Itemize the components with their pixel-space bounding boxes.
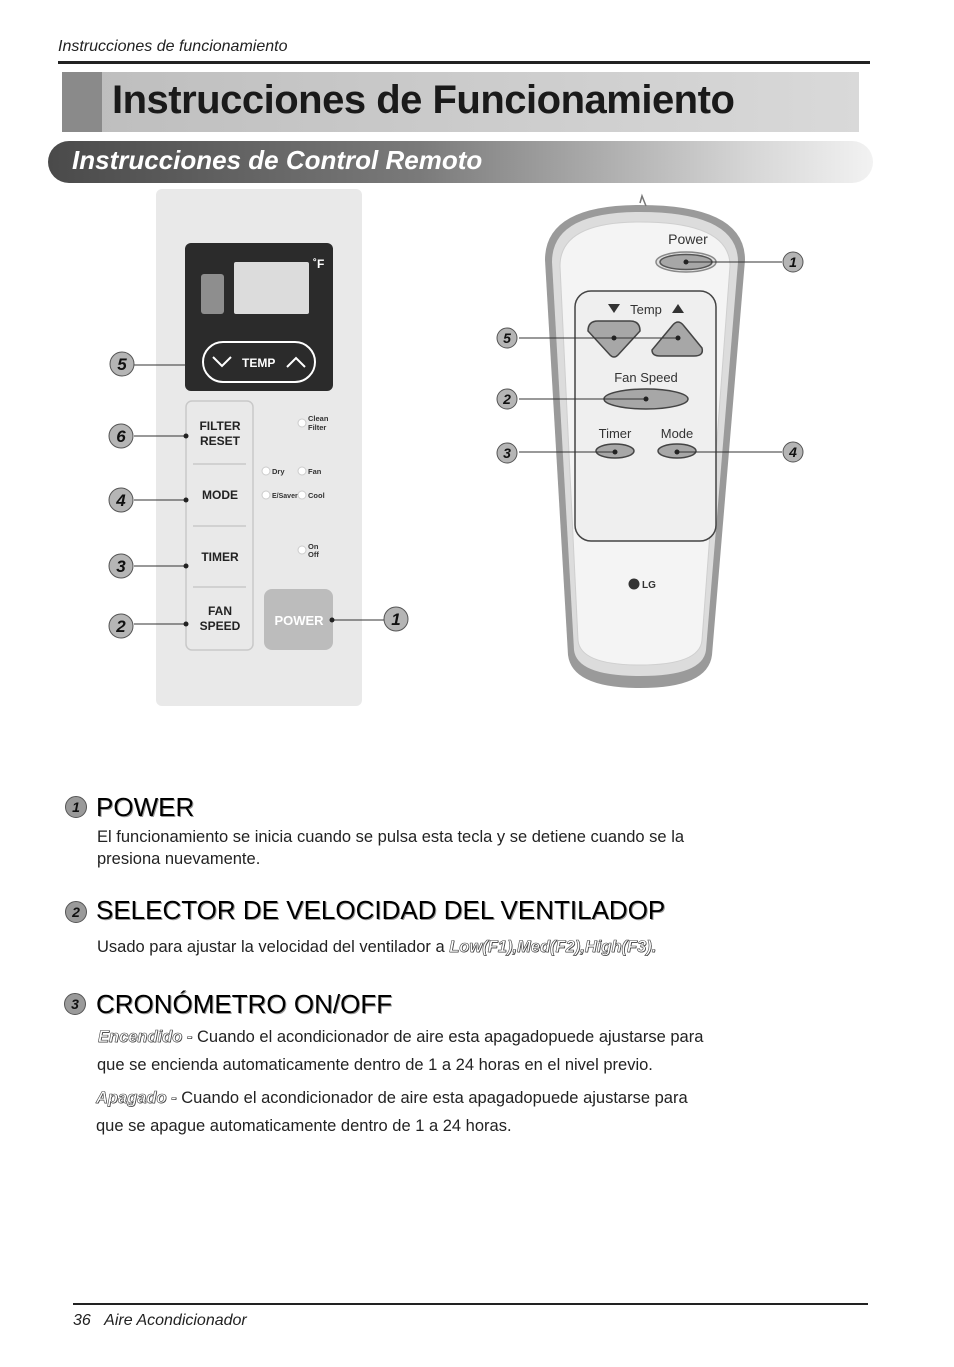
clean-indicator-label: Clean xyxy=(308,414,329,423)
on-indicator-label: On xyxy=(308,542,319,551)
remote-mode-label: Mode xyxy=(660,426,694,441)
section-title-power: POWER xyxy=(96,792,195,822)
dry-indicator-label: Dry xyxy=(272,467,285,476)
page-number: 36 xyxy=(73,1312,91,1329)
fan-indicator-label: Fan xyxy=(308,467,322,476)
section-text xyxy=(97,936,656,958)
section-text: que se encienda automaticamente dentro de 1 a 24 horas en el nivel previo. xyxy=(97,1056,653,1074)
temp-unit-label: ˚F xyxy=(313,257,325,271)
esaver-indicator-label: E/Saver xyxy=(272,493,298,500)
clean-filter-led xyxy=(298,419,306,427)
svg-text:5: 5 xyxy=(503,330,511,346)
speed-label[interactable]: SPEED xyxy=(199,619,241,633)
callout-badge xyxy=(110,352,134,376)
svg-text:1: 1 xyxy=(789,254,797,270)
remote-fan-speed-label: Fan Speed xyxy=(614,370,678,385)
leader-dot xyxy=(612,336,617,341)
callout-badge xyxy=(497,443,517,463)
on-text: Cuando el acondicionador de aire esta apagadopuede ajustarse para xyxy=(192,1028,704,1046)
remote-power-label: Power xyxy=(668,231,708,247)
callout-badge xyxy=(783,252,803,272)
callout-badge xyxy=(783,442,803,462)
callout-badge xyxy=(109,614,133,638)
section-number-badge: 3 xyxy=(64,993,86,1015)
svg-text:4: 4 xyxy=(116,491,126,510)
svg-text:4: 4 xyxy=(789,444,797,460)
filter-label[interactable]: FILTER xyxy=(199,419,241,433)
section-text xyxy=(96,1087,688,1109)
svg-text:3: 3 xyxy=(503,445,511,461)
cool-indicator-label: Cool xyxy=(308,491,325,500)
remote-timer-label: Timer xyxy=(598,426,632,441)
fan-speed-values: Low(F1),Med(F2),High(F3). xyxy=(449,938,657,956)
fan-led xyxy=(298,467,306,475)
fan-speed-text: Usado para ajustar la velocidad del ventilador a xyxy=(97,938,450,956)
leader-dot xyxy=(184,498,189,503)
svg-text:5: 5 xyxy=(117,355,127,374)
fan-label[interactable]: FAN xyxy=(208,604,232,618)
leader-dot xyxy=(184,564,189,569)
leader-dot xyxy=(684,260,689,265)
callout-badge xyxy=(497,328,517,348)
off-text: Cuando el acondicionador de aire esta apagadopuede ajustarse para xyxy=(176,1089,688,1107)
page-title: Instrucciones de Funcionamiento xyxy=(112,78,735,122)
leader-dot xyxy=(675,450,680,455)
mode-button[interactable]: MODE xyxy=(202,488,238,502)
lg-logo-icon xyxy=(629,579,640,590)
leader-dot xyxy=(676,336,681,341)
svg-text:2: 2 xyxy=(503,391,511,407)
leader-dot xyxy=(184,434,189,439)
section-number-badge: 1 xyxy=(65,796,87,818)
section-title-timer: CRONÓMETRO ON/OFF xyxy=(96,989,393,1019)
section-subtitle: Instrucciones de Control Remoto xyxy=(72,145,483,175)
section-text: presiona nuevamente. xyxy=(97,850,261,868)
svg-text:2: 2 xyxy=(116,617,126,636)
section-title-fan-speed: SELECTOR DE VELOCIDAD DEL VENTILADOP xyxy=(96,895,666,925)
svg-text:6: 6 xyxy=(116,427,126,446)
section-text: El funcionamiento se inicia cuando se pulsa esta tecla y se detiene cuando se la xyxy=(97,828,685,846)
timer-button[interactable]: TIMER xyxy=(201,550,239,564)
callout-badge xyxy=(109,424,133,448)
section-text: que se apague automaticamente dentro de 1 a 24 horas. xyxy=(96,1117,512,1135)
timer-led xyxy=(298,546,306,554)
remote-temp-label: Temp xyxy=(630,302,662,317)
remote-illustration xyxy=(497,196,803,688)
footer xyxy=(73,1312,247,1330)
temp-button-label: TEMP xyxy=(242,356,276,370)
footer-doc-title: Aire Acondicionador xyxy=(104,1312,247,1329)
display-digit-small xyxy=(201,274,224,314)
callout-badge xyxy=(109,488,133,512)
footer-rule xyxy=(73,1303,868,1305)
running-header: Instrucciones de funcionamiento xyxy=(58,38,288,55)
control-panel-illustration xyxy=(109,189,408,706)
antenna-mark xyxy=(640,196,646,206)
power-button-label: POWER xyxy=(274,613,324,628)
leader-dot xyxy=(613,450,618,455)
svg-text:3: 3 xyxy=(116,557,126,576)
callout-badge xyxy=(497,389,517,409)
off-indicator-label: Off xyxy=(308,550,319,559)
display-digit-large xyxy=(234,262,309,314)
off-term: Apagado - xyxy=(96,1089,177,1107)
leader-dot xyxy=(644,397,649,402)
reset-label[interactable]: RESET xyxy=(199,434,241,448)
filter-indicator-label: Filter xyxy=(308,423,327,432)
svg-text:1: 1 xyxy=(391,610,401,629)
section-number-badge: 2 xyxy=(65,901,87,923)
leader-dot xyxy=(184,622,189,627)
leader-dot xyxy=(330,618,335,623)
callout-badge xyxy=(109,554,133,578)
dry-led xyxy=(262,467,270,475)
section-text xyxy=(98,1026,703,1048)
esaver-led xyxy=(262,491,270,499)
on-term: Encendido - xyxy=(98,1028,193,1046)
callout-badge xyxy=(384,607,408,631)
brand-label: LG xyxy=(642,580,656,591)
cool-led xyxy=(298,491,306,499)
